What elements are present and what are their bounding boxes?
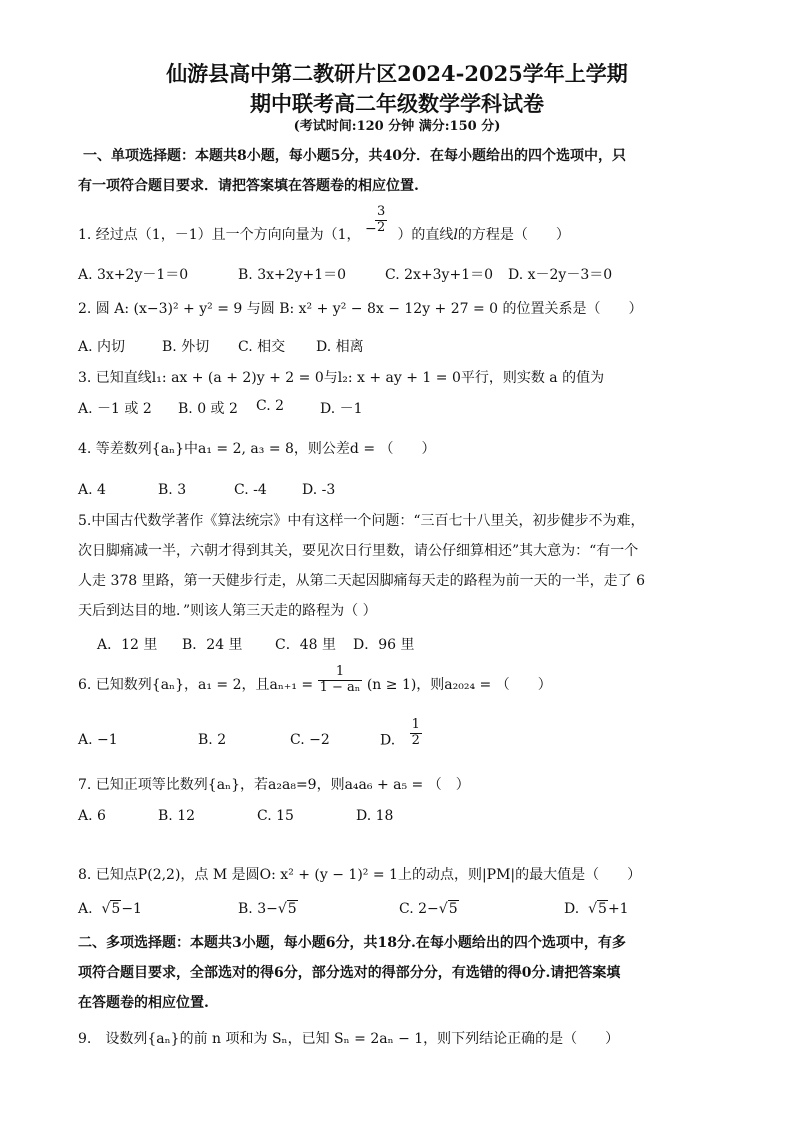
q1-fraction (364, 204, 393, 239)
q2-option-b: B. 外切 (162, 339, 210, 355)
exam-meta: (考试时间:120 分钟 满分:150 分) (293, 119, 501, 134)
q6-option-c: C. −2 (290, 732, 330, 748)
q1-frac-den: 2 (376, 219, 386, 235)
q2-option-a: A. 内切 (78, 339, 126, 355)
exam-title-line2: 期中联考高二年级数学学科试卷 (250, 91, 544, 116)
q8-option-b: B. 3−√5 (238, 901, 297, 917)
q1-stem-a: 1. 经过点（1，－1）且一个方向向量为（1， (78, 227, 361, 243)
q8-option-a: A. √5−1 (78, 901, 142, 917)
q1-stem-b: ）的直线 (397, 227, 454, 243)
q1-frac-sign: − (364, 221, 377, 237)
section2-heading-line1: 二、多项选择题：本题共3小题，每小题6分，共18分.在每小题给出的四个选项中，有多 (78, 935, 626, 951)
q4-option-a: A. 4 (78, 482, 106, 498)
question-7-stem: 7. 已知正项等比数列{aₙ}，若a₂a₈=9，则a₄a₆ + a₅ = （ ） (78, 777, 470, 793)
exam-title-line1: 仙游县高中第二教研片区2024-2025学年上学期 (166, 61, 628, 86)
q1-var-l: l (453, 227, 458, 243)
q3-option-c: C. 2 (256, 398, 285, 414)
question-5-line2: 次日脚痛减一半，六朝才得到其关，要见次日行里数，请公仔细算相还”其大意为：“有一个 (78, 543, 639, 559)
section1-heading-line2: 有一项符合题目要求．请把答案填在答题卷的相应位置. (78, 178, 419, 194)
q4-option-c: C. -4 (234, 482, 267, 498)
q6-option-d (380, 717, 422, 749)
question-9-stem: 9. 设数列{aₙ}的前 n 项和为 Sₙ，已知 Sₙ = 2aₙ − 1，则下列结论正确的是（ ） (78, 1031, 620, 1047)
q4-option-b: B. 3 (158, 482, 187, 498)
q6-frac-den: 1 − aₙ (319, 679, 361, 695)
section2-heading-line3: 在答题卷的相应位置. (78, 995, 209, 1011)
q1-stem-c: 的方程是（ ） (457, 227, 570, 243)
section1-heading-line1: 一、单项选择题：本题共8小题，每小题5分，共40分．在每小题给出的四个选项中，只 (83, 148, 626, 164)
q6-stem-b: (n ≥ 1)，则a₂₀₂₄ = （ ） (366, 677, 552, 693)
q3-option-a: A. －1 或 2 (78, 401, 152, 417)
q6-stem-a: 6. 已知数列{aₙ}，a₁ = 2，且aₙ₊₁ = (78, 677, 314, 693)
question-5-line3: 人走 378 里路，第一天健步行走，从第二天起因脚痛每天走的路程为前一天的一半，走了 6 (78, 573, 645, 589)
question-1-stem (78, 204, 570, 244)
q8-option-d: D. √5+1 (564, 901, 629, 917)
question-5-line1: 5.中国古代数学著作《算法统宗》中有这样一个问题：“三百七十八里关，初步健步不为难， (78, 513, 645, 529)
q6-option-d-fraction: $\frac{1}{2}$ (411, 717, 420, 748)
q3-option-b: B. 0 或 2 (178, 401, 238, 417)
question-6-stem (78, 663, 552, 695)
question-3-stem: 3. 已知直线l₁: ax + (a + 2)y + 2 = 0与l₂: x + ay + 1 = 0平行，则实数 a 的值为 (78, 370, 605, 386)
q6-option-b: B. 2 (198, 732, 227, 748)
q5-option-c: C．48 里 (275, 637, 336, 653)
q6-option-d-label: D. (380, 732, 396, 749)
q1-option-d: D. x－2y－3＝0 (508, 267, 613, 283)
question-2-stem: 2. 圆 A: (x−3)² + y² = 9 与圆 B: x² + y² − 8x − 12y + 27 = 0 的位置关系是（ ） (78, 301, 643, 317)
q4-option-d: D. -3 (302, 482, 336, 498)
q1-option-a: A. 3x+2y－1＝0 (78, 267, 189, 283)
q1-frac-num: 3 (376, 204, 386, 219)
q7-option-b: B. 12 (158, 808, 196, 824)
question-5-line4: 天后到达目的地．”则该人第三天走的路程为（ ） (78, 603, 377, 619)
q8-option-c: C. 2−√5 (399, 901, 458, 917)
q5-option-d: D．96 里 (353, 637, 415, 653)
q6-fraction (318, 665, 363, 696)
q7-option-c: C. 15 (257, 808, 294, 824)
q5-option-b: B．24 里 (182, 637, 243, 653)
section2-heading-line2: 项符合题目要求，全部选对的得6分，部分选对的得部分分，有选错的得0分.请把答案填 (78, 965, 621, 981)
question-8-stem: 8. 已知点P(2,2)，点 M 是圆O: x² + (y − 1)² = 1上的动点，则|PM|的最大值是（ ） (78, 867, 642, 883)
q7-option-a: A. 6 (78, 808, 106, 824)
question-4-stem: 4. 等差数列{aₙ}中a₁ = 2, a₃ = 8，则公差d = （ ） (78, 441, 436, 457)
q6-option-a: A. −1 (78, 732, 118, 748)
q1-option-c: C. 2x+3y+1＝0 (385, 267, 494, 283)
q1-option-b: B. 3x+2y+1＝0 (238, 267, 347, 283)
q2-option-d: D. 相离 (316, 339, 364, 355)
q5-option-a: A．12 里 (97, 637, 158, 653)
q7-option-d: D. 18 (356, 808, 394, 824)
q6-frac-num: 1 (318, 665, 363, 681)
q3-option-d: D. －1 (320, 401, 363, 417)
q2-option-c: C. 相交 (238, 339, 286, 355)
